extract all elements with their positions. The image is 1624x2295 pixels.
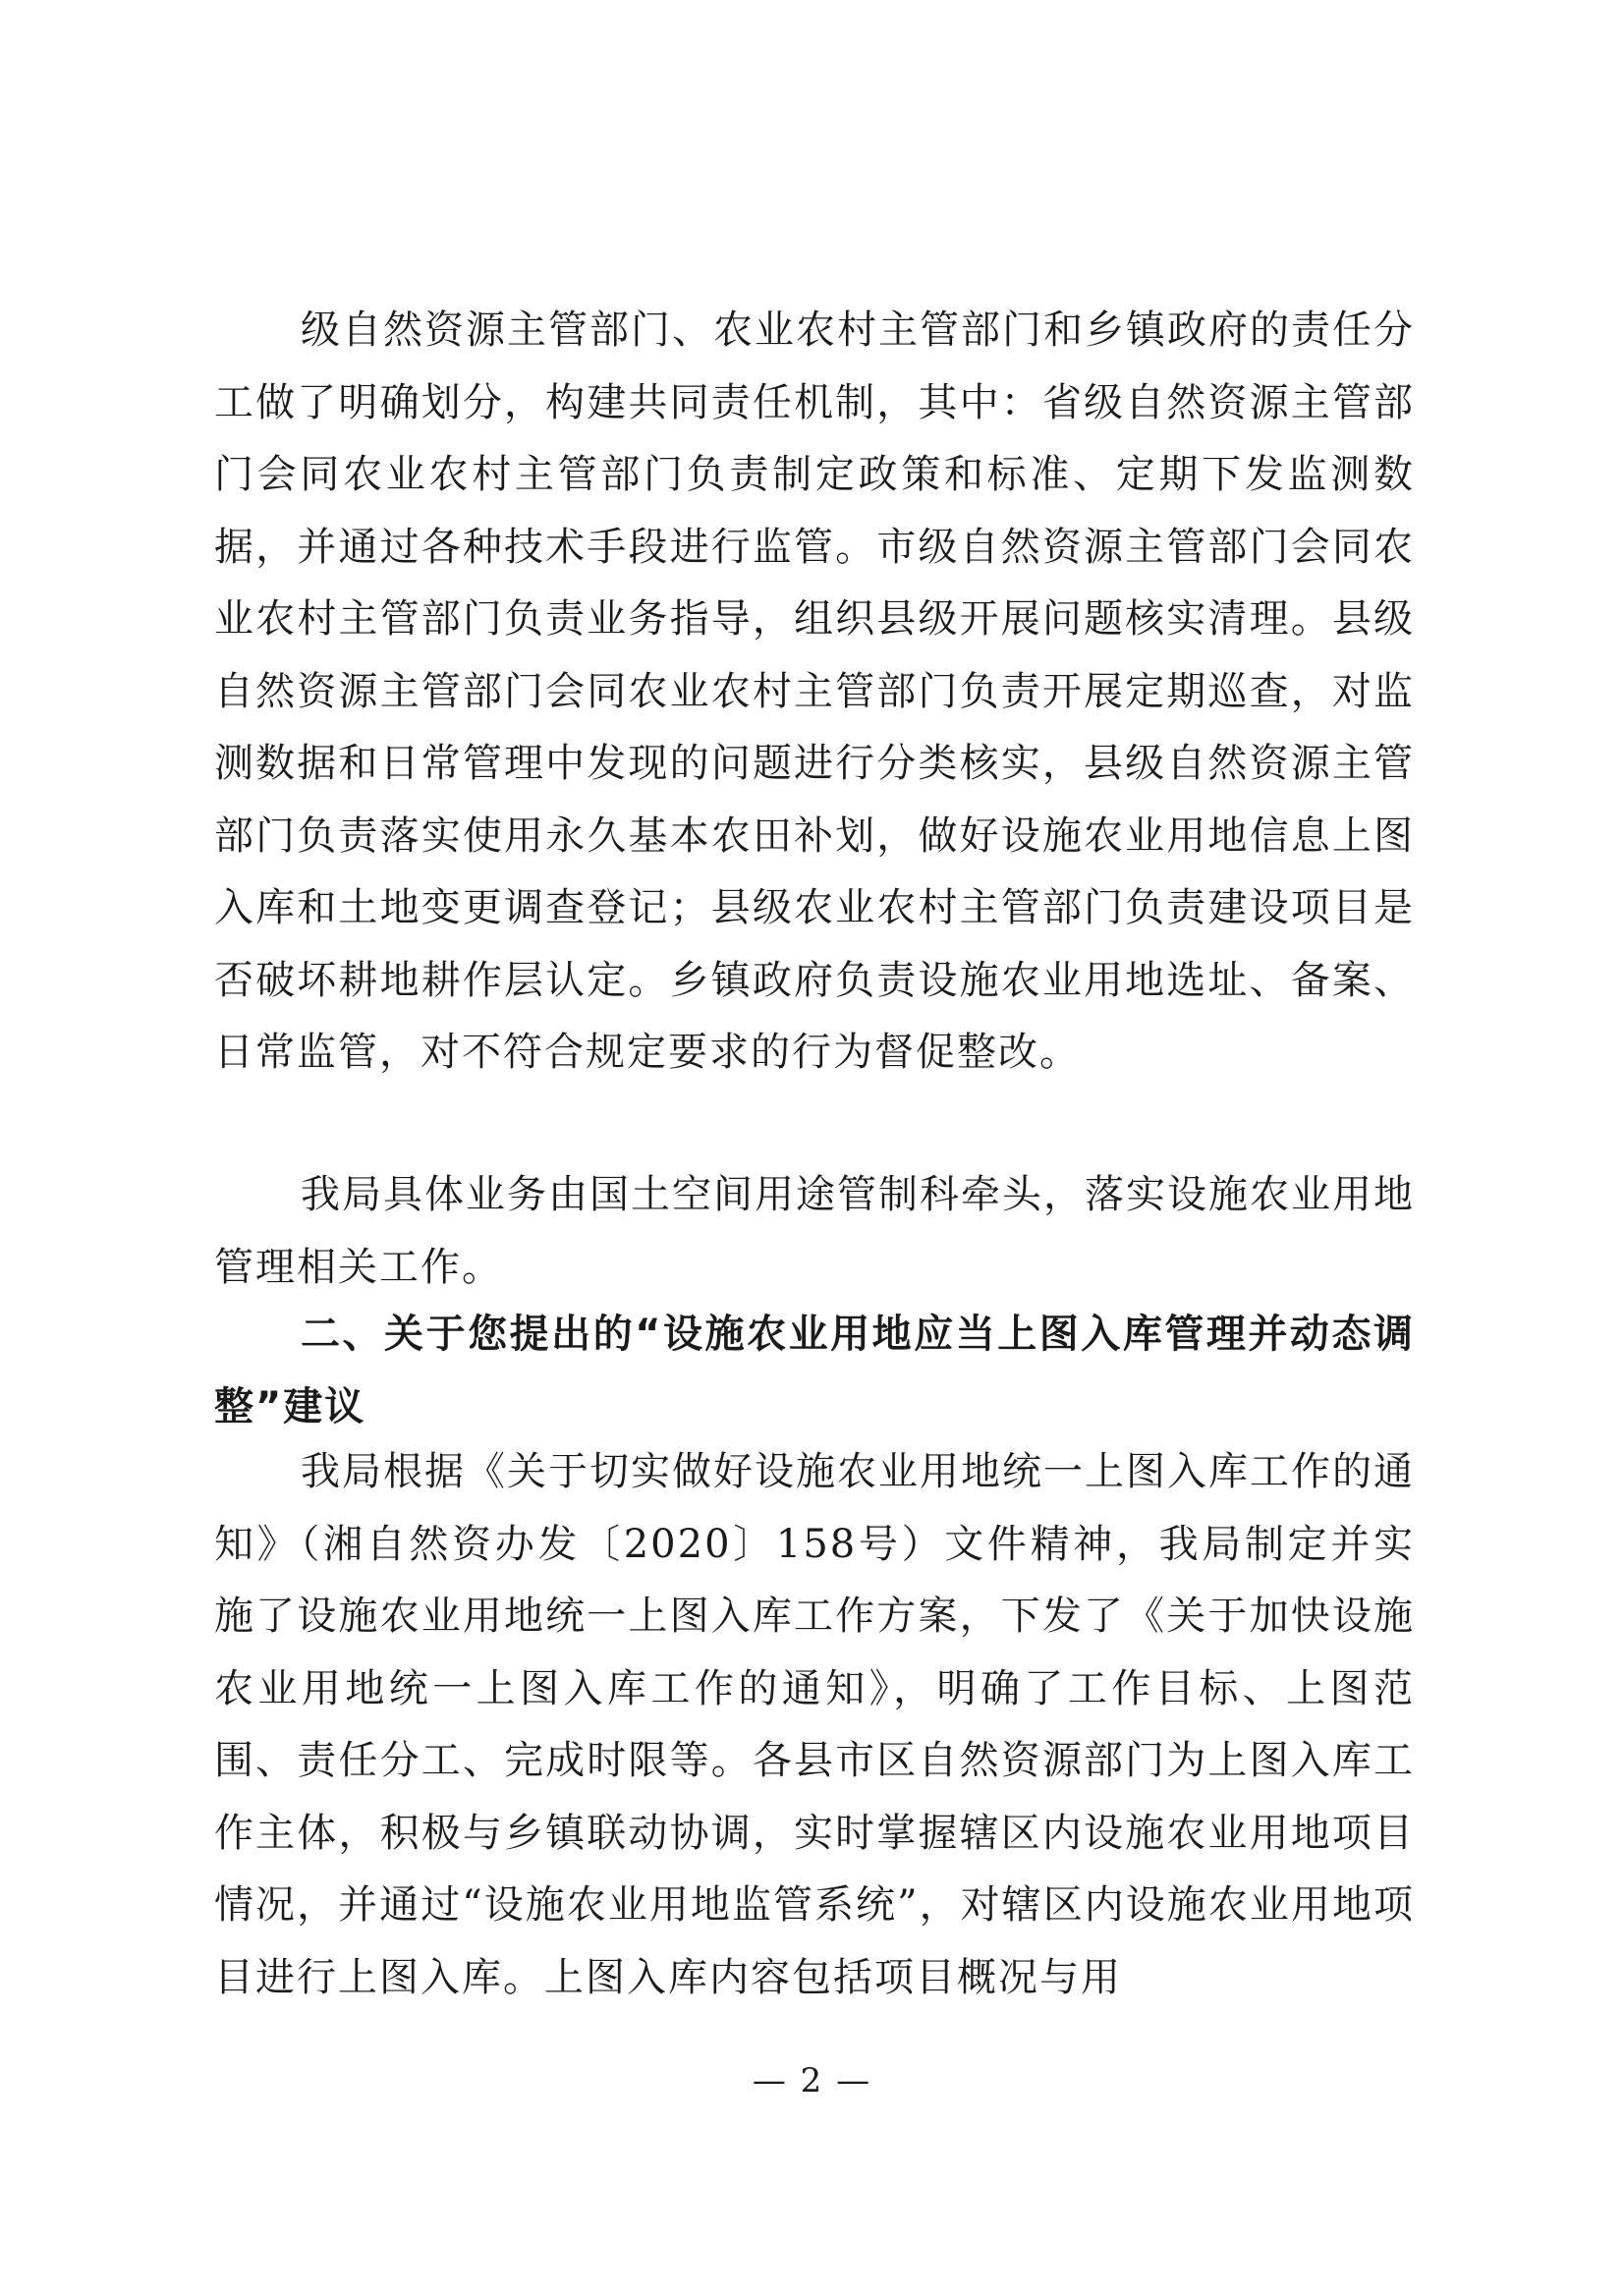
body-text-section-3 xyxy=(214,1436,1415,2014)
paragraph-bureau-business: 我局具体业务由国土空间用途管制科牵头，落实设施农业用地管理相关工作。 xyxy=(214,1172,1415,1290)
page-number: — 2 — xyxy=(752,2061,872,2100)
body-text-section-2 xyxy=(214,1159,1415,1304)
paragraph-responsibility-division: 级自然资源主管部门、农业农村主管部门和乡镇政府的责任分工做了明确划分，构建共同责任机制，其中：省级自然资源主管部门会同农业农村主管部门负责制定政策和标准、定期下发监测数据，并通过各种技术手段进行监管。市级自然资源主管部门会同农业农村主管部门负责业务指导，组织县级开展问题核实清理。县级自然资源主管部门会同农业农村主管部门负责开展定期巡查，对监测数据和日常管理中发现的问题进行分类核实，县级自然资源主管部门负责落实使用永久基本农田补划，做好设施农业用地信息上图入库和土地变更调查登记；县级农业农村主管部门负责建设项目是否破坏耕地耕作层认定。乡镇政府负责设施农业用地选址、备案、日常监管，对不符合规定要求的行为督促整改。 xyxy=(214,308,1415,1075)
heading-text: 二、关于您提出的“设施农业用地应当上图入库管理并动态调整”建议 xyxy=(214,1312,1415,1429)
body-text-section-1 xyxy=(214,295,1415,1090)
paragraph-mapping-database: 我局根据《关于切实做好设施农业用地统一上图入库工作的通知》（湘自然资办发〔2020〕158号）文件精神，我局制定并实施了设施农业用地统一上图入库工作方案，下发了《关于加快设施农业用地统一上图入库工作的通知》，明确了工作目标、上图范围、责任分工、完成时限等。各县市区自然资源部门为上图入库工作主体，积极与乡镇联动协调，实时掌握辖区内设施农业用地项目情况，并通过“设施农业用地监管系统”，对辖区内设施农业用地项目进行上图入库。上图入库内容包括项目概况与用 xyxy=(214,1449,1415,2000)
section-heading-two xyxy=(214,1299,1415,1443)
